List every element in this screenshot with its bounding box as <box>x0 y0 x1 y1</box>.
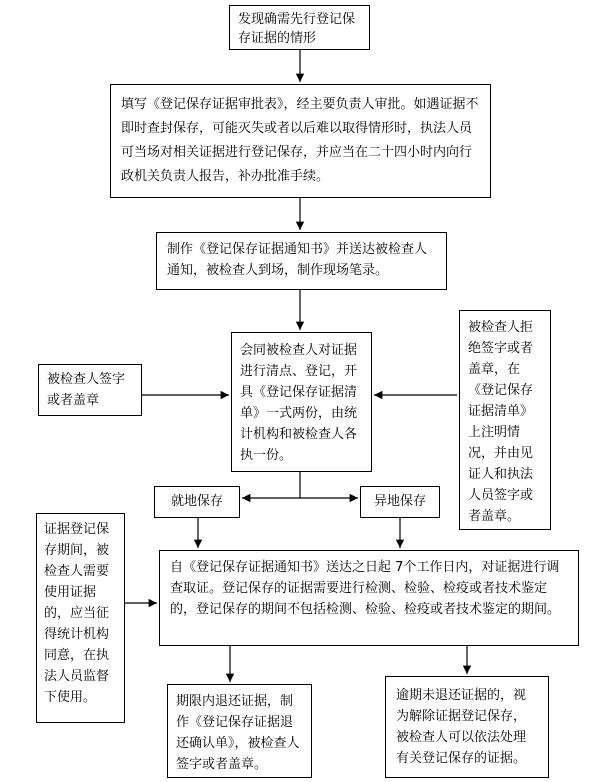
return-box <box>167 684 312 778</box>
offsite-box <box>360 486 440 518</box>
offsite-text: 异地保存 <box>373 494 426 509</box>
use-text: 证据登记保存期间，被检查人需要使用证据的，应当征得统计机构同意，在执法人员监督下使用。 <box>44 522 110 705</box>
refuse-text: 被检查人拒绝签字或者盖章，在《登记保存证据清单》上注明情况，并由见证人和执法人员签字或者盖章。 <box>468 320 534 524</box>
sign-box <box>38 364 142 416</box>
inventory-text: 会同被检查人对证据进行清点、登记，开具《登记保存证据清单》一式两份，由统计机构和被检查人各执一份。 <box>240 343 358 463</box>
notice-box <box>156 232 447 290</box>
expired-text: 逾期未退还证据的，视为解除证据登记保存，被检查人可以依法处理有关登记保存的证据。 <box>396 688 527 766</box>
return-text: 期限内退还证据，制作《登记保存证据退还确认单》，被检查人签字或者盖章。 <box>176 694 300 772</box>
start-text: 发现确需先行登记保存证据的情形 <box>238 12 356 46</box>
approval-text: 填写《登记保存证据审批表》，经主要负责人审批。如遇证据不即时查封保存，可能灭失或者以后难以取得情形时，执法人员可当场对相关证据进行登记保存，并应当在二十四小时内向行政机关负责人报告，补办批准手续。 <box>121 97 479 184</box>
local-text: 就地保存 <box>170 494 223 509</box>
notice-text: 制作《登记保存证据通知书》并送达被检查人通知，被检查人到场，制作现场笔录。 <box>167 242 428 278</box>
approval-box <box>110 84 491 198</box>
sign-text: 被检查人签字或者盖章 <box>47 372 126 408</box>
expired-box <box>385 676 549 778</box>
investigate-text: 自《登记保存证据通知书》送达之日起 7个工作日内，对证据进行调查取证。登记保存的证据需要进行检测、检验、检疫或者技术鉴定的，登记保存的期间不包括检测、检验、检疫或者技术鉴定的期间。 <box>170 560 561 617</box>
start-box <box>229 5 370 50</box>
refuse-box <box>459 310 551 530</box>
investigate-box <box>159 550 579 646</box>
inventory-box <box>231 332 372 472</box>
local-box <box>154 486 240 518</box>
use-box <box>36 513 125 723</box>
